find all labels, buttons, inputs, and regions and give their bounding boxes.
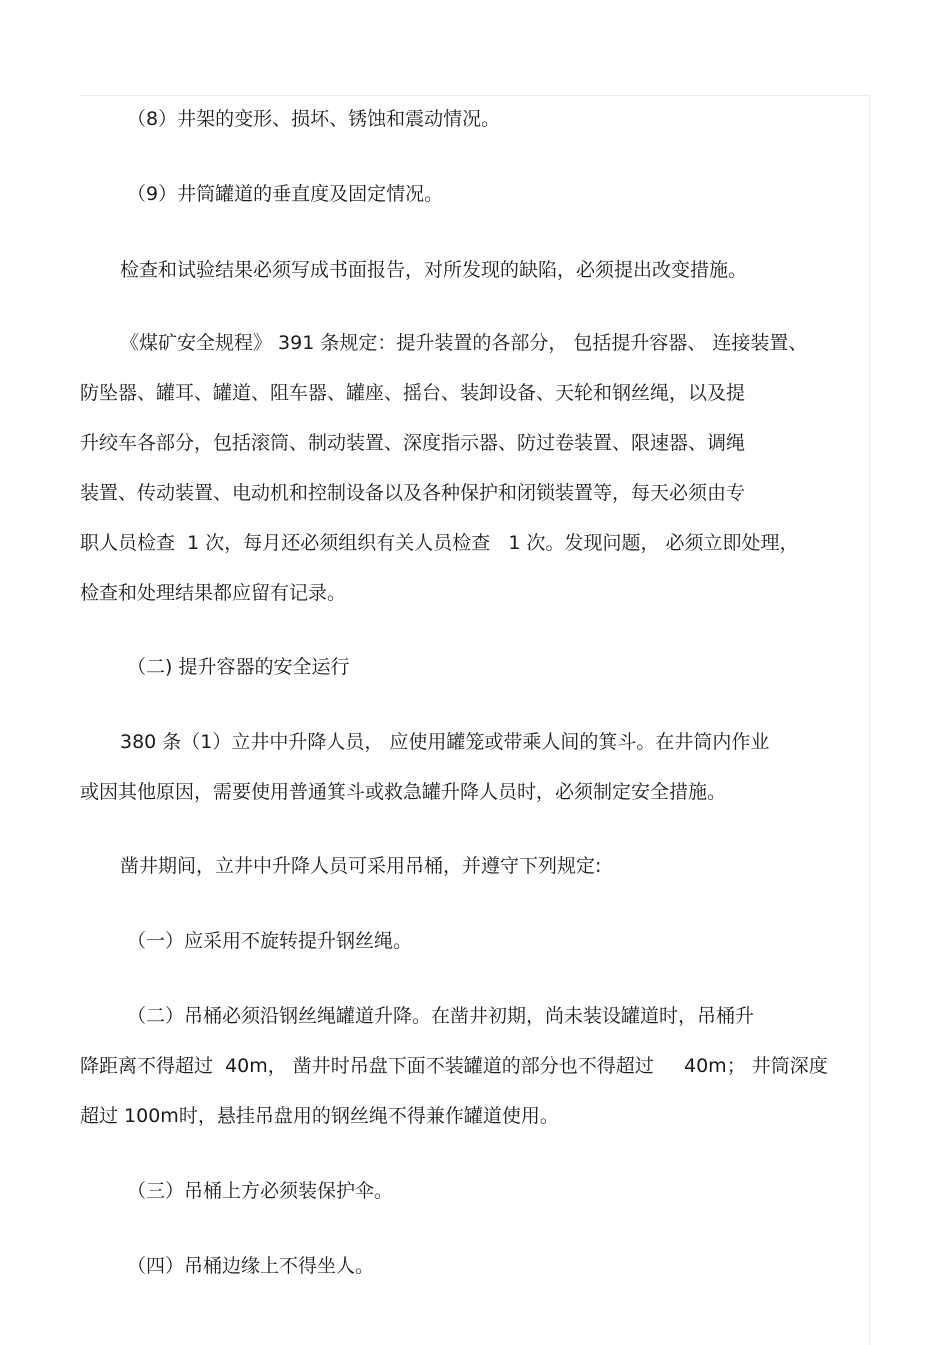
text-line: 检查和处理结果都应留有记录。 bbox=[80, 582, 347, 604]
text-line: 《煤矿安全规程》 391 条规定：提升装置的各部分， 包括提升容器、 连接装置、 bbox=[120, 332, 808, 354]
text-line: 升绞车各部分，包括滚筒、制动装置、深度指示器、防过卷装置、限速器、调绳 bbox=[80, 432, 746, 454]
text-line: （三）吊桶上方必须装保护伞。 bbox=[127, 1180, 394, 1202]
page-border-top bbox=[80, 95, 870, 96]
text-line: 降距离不得超过 40m， 凿井时吊盘下面不装罐道的部分也不得超过 40m； 井筒深度 bbox=[80, 1055, 828, 1077]
section-heading: （二) 提升容器的安全运行 bbox=[127, 656, 350, 678]
text-line: 检查和试验结果必须写成书面报告，对所发现的缺陷，必须提出改变措施。 bbox=[120, 259, 748, 281]
text-line: 装置、传动装置、电动机和控制设备以及各种保护和闭锁装置等，每天必须由专 bbox=[80, 482, 746, 504]
text-line: 或因其他原因，需要使用普通箕斗或救急罐升降人员时，必须制定安全措施。 bbox=[80, 781, 727, 803]
text-line: 380 条（1）立井中升降人员， 应使用罐笼或带乘人间的箕斗。在井筒内作业 bbox=[120, 731, 770, 753]
text-line: （9）井筒罐道的垂直度及固定情况。 bbox=[127, 183, 444, 205]
text-line: （一）应采用不旋转提升钢丝绳。 bbox=[127, 930, 413, 952]
text-line: 防坠器、罐耳、罐道、阻车器、罐座、摇台、装卸设备、天轮和钢丝绳，以及提 bbox=[80, 382, 746, 404]
text-line: （四）吊桶边缘上不得坐人。 bbox=[127, 1255, 375, 1277]
text-line: （二）吊桶必须沿钢丝绳罐道升降。在凿井初期，尚未装设罐道时，吊桶升 bbox=[127, 1005, 755, 1027]
text-line: 职人员检查 1 次，每月还必须组织有关人员检查 1 次。发现问题， 必须立即处理， bbox=[80, 532, 799, 554]
page-border-right bbox=[869, 95, 870, 1345]
text-line: （8）井架的变形、损坏、锈蚀和震动情况。 bbox=[127, 108, 501, 130]
text-line: 凿井期间，立井中升降人员可采用吊桶，并遵守下列规定: bbox=[120, 855, 602, 877]
text-line: 超过 100m时，悬挂吊盘用的钢丝绳不得兼作罐道使用。 bbox=[80, 1105, 559, 1127]
